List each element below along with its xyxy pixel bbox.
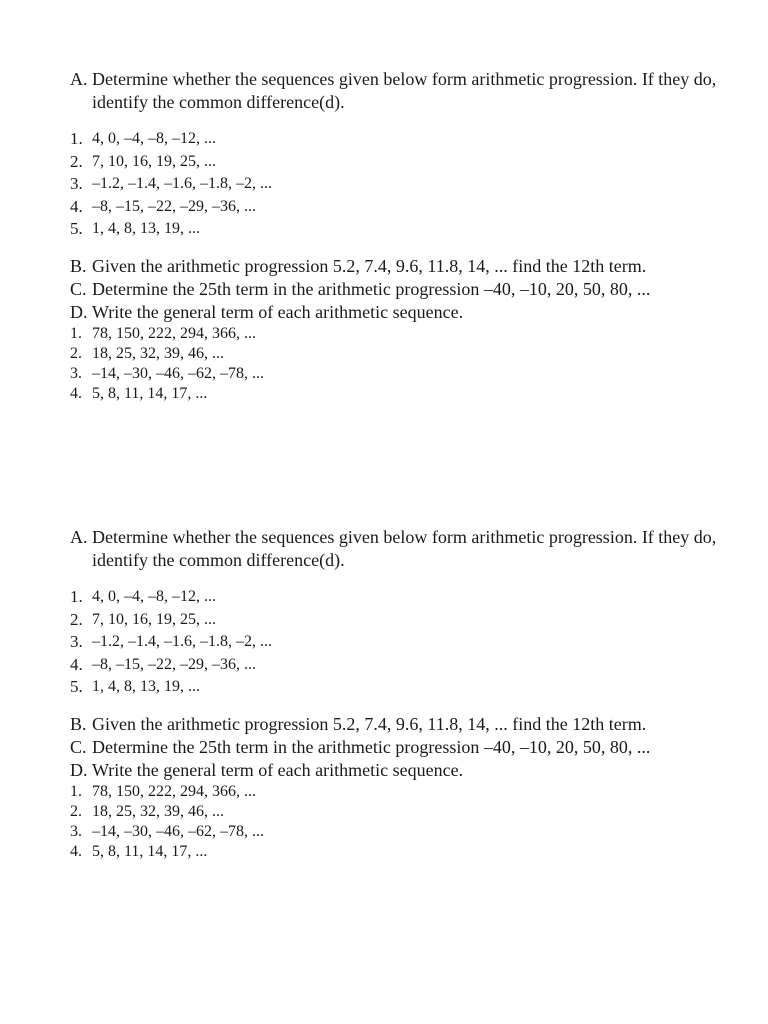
question-letter: D. <box>70 301 88 322</box>
list-item <box>70 218 740 241</box>
item-number: 4. <box>70 196 83 216</box>
question-letter: C. <box>70 736 87 757</box>
question-text: Determine whether the sequences given below form arithmetic progression. If they do, identify the common difference(d). <box>92 527 717 570</box>
question-text: Write the general term of each arithmetic sequence. <box>92 301 464 322</box>
sequence-text: –1.2, –1.4, –1.6, –1.8, –2, ... <box>92 633 272 650</box>
sequence-text: 4, 0, –4, –8, –12, ... <box>92 130 216 147</box>
item-number: 1. <box>70 587 83 606</box>
sequence-text: 4, 0, –4, –8, –12, ... <box>92 588 216 605</box>
sequence-text: 5, 8, 11, 14, 17, ... <box>92 842 208 860</box>
sequence-list-d <box>70 324 740 404</box>
worksheet-section-1 <box>70 68 740 404</box>
list-item <box>70 782 740 802</box>
question-letter: A. <box>70 69 88 89</box>
item-number: 1. <box>70 324 82 342</box>
list-item <box>70 676 740 699</box>
list-item <box>70 654 740 677</box>
list-item <box>70 344 740 364</box>
question-letter: C. <box>70 278 87 299</box>
item-number: 3. <box>70 364 82 382</box>
item-number: 4. <box>70 842 82 860</box>
sequence-text: 7, 10, 16, 19, 25, ... <box>92 610 216 628</box>
list-item <box>70 364 740 384</box>
list-item <box>70 128 740 151</box>
list-item <box>70 151 740 174</box>
item-number: 5. <box>70 219 83 238</box>
question-b <box>70 255 740 278</box>
sequence-list-a <box>70 586 740 699</box>
question-text: Given the arithmetic progression 5.2, 7.4, 9.6, 11.8, 14, ... find the 12th term. <box>92 255 647 276</box>
question-letter: D. <box>70 759 88 780</box>
list-item <box>70 173 740 196</box>
list-item <box>70 631 740 654</box>
item-number: 1. <box>70 782 82 800</box>
item-number: 2. <box>70 609 83 629</box>
sequence-text: 78, 150, 222, 294, 366, ... <box>92 782 256 800</box>
question-a <box>70 526 740 572</box>
item-number: 3. <box>70 632 83 651</box>
list-item <box>70 196 740 219</box>
sequence-text: 1, 4, 8, 13, 19, ... <box>92 220 200 237</box>
sequence-text: 18, 25, 32, 39, 46, ... <box>92 344 224 362</box>
item-number: 4. <box>70 654 83 674</box>
item-number: 2. <box>70 344 82 362</box>
item-number: 1. <box>70 129 83 148</box>
item-number: 5. <box>70 677 83 696</box>
question-d <box>70 759 740 782</box>
sequence-text: –8, –15, –22, –29, –36, ... <box>92 655 256 673</box>
sequence-text: 78, 150, 222, 294, 366, ... <box>92 324 256 342</box>
item-number: 2. <box>70 802 82 820</box>
sequence-text: 7, 10, 16, 19, 25, ... <box>92 152 216 170</box>
question-d <box>70 301 740 324</box>
question-text: Determine the 25th term in the arithmetic progression –40, –10, 20, 50, 80, ... <box>92 278 651 299</box>
list-item <box>70 384 740 404</box>
item-number: 2. <box>70 151 83 171</box>
item-number: 3. <box>70 174 83 193</box>
sequence-list-d <box>70 782 740 862</box>
list-item <box>70 324 740 344</box>
sequence-text: 5, 8, 11, 14, 17, ... <box>92 384 208 402</box>
sequence-list-a <box>70 128 740 241</box>
list-item <box>70 609 740 632</box>
question-letter: A. <box>70 527 88 547</box>
worksheet-section-2 <box>70 526 740 862</box>
sequence-text: –14, –30, –46, –62, –78, ... <box>92 822 264 840</box>
list-item <box>70 842 740 862</box>
sequence-text: –14, –30, –46, –62, –78, ... <box>92 364 264 382</box>
question-text: Determine the 25th term in the arithmetic progression –40, –10, 20, 50, 80, ... <box>92 736 651 757</box>
question-text: Determine whether the sequences given below form arithmetic progression. If they do, identify the common difference(d). <box>92 69 717 112</box>
list-item <box>70 822 740 842</box>
question-text: Given the arithmetic progression 5.2, 7.4, 9.6, 11.8, 14, ... find the 12th term. <box>92 713 647 734</box>
sequence-text: –1.2, –1.4, –1.6, –1.8, –2, ... <box>92 175 272 192</box>
question-c <box>70 278 740 301</box>
sequence-text: –8, –15, –22, –29, –36, ... <box>92 197 256 215</box>
list-item <box>70 586 740 609</box>
item-number: 3. <box>70 822 82 840</box>
question-b <box>70 713 740 736</box>
question-text: Write the general term of each arithmetic sequence. <box>92 759 464 780</box>
question-letter: B. <box>70 255 87 276</box>
sequence-text: 18, 25, 32, 39, 46, ... <box>92 802 224 820</box>
list-item <box>70 802 740 822</box>
question-letter: B. <box>70 713 87 734</box>
item-number: 4. <box>70 384 82 402</box>
sequence-text: 1, 4, 8, 13, 19, ... <box>92 678 200 695</box>
question-c <box>70 736 740 759</box>
question-a <box>70 68 740 114</box>
